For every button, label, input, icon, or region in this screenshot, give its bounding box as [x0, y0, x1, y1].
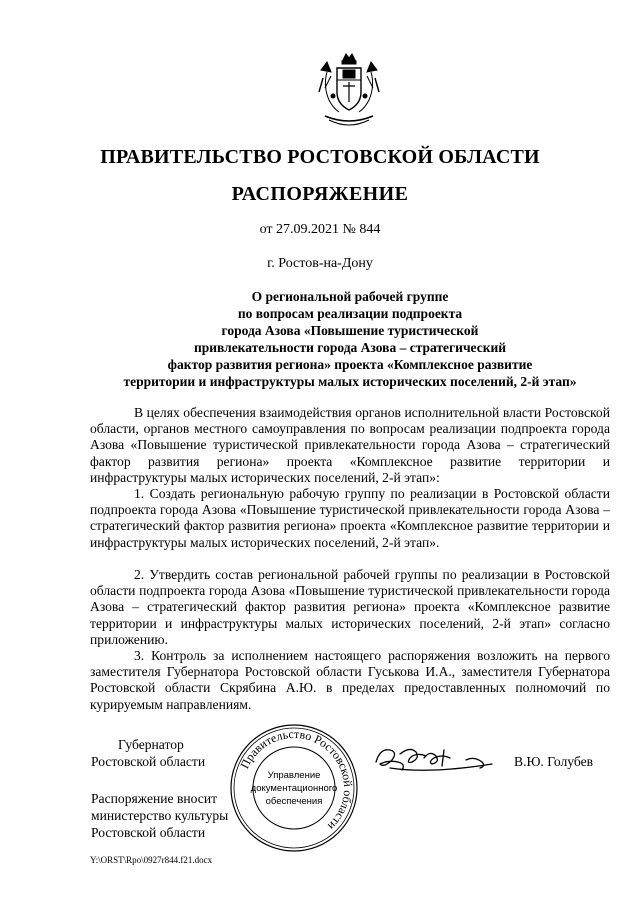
document-city: г. Ростов-на-Дону [267, 256, 373, 271]
subject-line: города Азова «Повышение туристической [221, 323, 479, 338]
item-1-paragraph [90, 486, 610, 551]
signatory-position-line2: Ростовской области [91, 754, 206, 769]
preamble-text: В целях обеспечения взаимодействия органов исполнительной власти Ростовской области, органов местного самоуправления по вопросам реализации подпроекта города Азова «Повышение туристической привлекательности города Азова – стратегический фактор развития региона» проекта «Комплексное развитие территории и инфраструктуры малых исторических поселений, 2-й этап»: [90, 405, 610, 485]
signatory-name: В.Ю. Голубев [514, 754, 594, 769]
stamp-inner-line: Управление [267, 770, 321, 781]
coat-of-arms-emblem [313, 52, 385, 132]
subject-line: О региональной рабочей группе [251, 289, 449, 304]
submitted-by-note [91, 790, 228, 841]
organization-title: ПРАВИТЕЛЬСТВО РОСТОВСКОЙ ОБЛАСТИ [100, 146, 540, 168]
note-line: Ростовской области [91, 825, 206, 840]
item-3-paragraph [90, 648, 610, 713]
item-2-text: 2. Утвердить состав региональной рабочей группы по реализации в Ростовской области подпроекта города Азова «Повышение туристической привлекательности города Азова – стратегический фактор развития региона» проекта «Комплексное развитие территории и инфраструктуры малых исторических поселений, 2-й этап» согласно приложению. [90, 567, 610, 647]
stamp-inner-line: документационного [250, 783, 338, 794]
document-date-number: от 27.09.2021 № 844 [259, 222, 381, 237]
subject-line: фактор развития региона» проекта «Комплексное развитие [167, 357, 533, 372]
file-path-footer: Y:\ORST\Rpo\0927r844.f21.docx [90, 855, 213, 865]
item-2-paragraph [90, 567, 610, 648]
item-1-text: 1. Создать региональную рабочую группу по реализации в Ростовской области подпроекта города Азова «Повышение туристической привлекательности города Азова – стратегический фактор развития региона» проекта «Комплексное развитие территории и инфраструктуры малых исторических поселений, 2-й этап». [90, 486, 610, 550]
document-subject [80, 288, 620, 390]
subject-line: территории и инфраструктуры малых исторических поселений, 2-й этап» [123, 374, 577, 389]
stamp-inner-line: обеспечения [265, 796, 323, 807]
official-stamp [228, 722, 360, 854]
preamble-paragraph [90, 405, 610, 486]
subject-line: привлекательности города Азова – стратегический [193, 340, 507, 355]
note-line: министерство культуры [91, 808, 229, 823]
subject-line: по вопросам реализации подпроекта [237, 306, 463, 321]
item-3-text: 3. Контроль за исполнением настоящего распоряжения возложить на первого заместителя Губернатора Ростовской области Гуськова И.А., заместителя Губернатора Ростовской области Скрябина А.Ю. в пределах предоставленных полномочий по курируемым направлениям. [90, 648, 610, 712]
handwritten-signature [370, 740, 500, 782]
stamp-ring-textpath: Правительство Ростовской области [237, 726, 356, 834]
document-type-title: РАСПОРЯЖЕНИЕ [231, 183, 409, 205]
signatory-position-line1: Губернатор [118, 737, 184, 752]
note-line: Распоряжение вносит [91, 791, 218, 806]
